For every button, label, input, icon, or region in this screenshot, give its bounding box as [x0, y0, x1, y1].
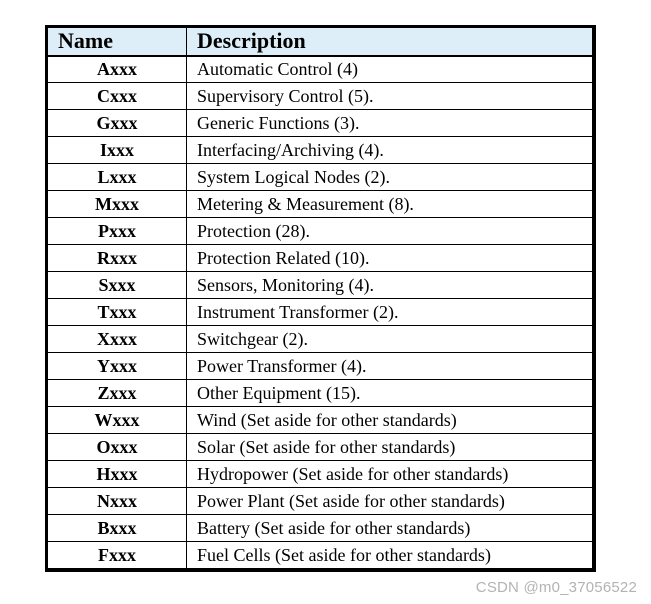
row-name: Cxxx [48, 83, 187, 110]
row-description: Metering & Measurement (8). [187, 191, 593, 218]
row-name: Bxxx [48, 515, 187, 542]
table-header [48, 28, 593, 56]
row-description: Other Equipment (15). [187, 380, 593, 407]
row-name: Nxxx [48, 488, 187, 515]
row-name: Ixxx [48, 137, 187, 164]
table-row [48, 353, 593, 380]
table-row [48, 488, 593, 515]
table-row [48, 515, 593, 542]
table-row [48, 83, 593, 110]
row-name: Gxxx [48, 110, 187, 137]
row-description: System Logical Nodes (2). [187, 164, 593, 191]
row-name: Yxxx [48, 353, 187, 380]
row-name: Sxxx [48, 272, 187, 299]
header-description: Description [187, 28, 593, 56]
header-row [48, 28, 593, 56]
table-row [48, 407, 593, 434]
row-name: Lxxx [48, 164, 187, 191]
table-row [48, 137, 593, 164]
row-name: Mxxx [48, 191, 187, 218]
row-name: Wxxx [48, 407, 187, 434]
table-row [48, 110, 593, 137]
row-description: Instrument Transformer (2). [187, 299, 593, 326]
row-description: Automatic Control (4) [187, 56, 593, 83]
row-description: Switchgear (2). [187, 326, 593, 353]
row-description: Power Plant (Set aside for other standards) [187, 488, 593, 515]
table-row [48, 299, 593, 326]
row-name: Oxxx [48, 434, 187, 461]
table-row [48, 380, 593, 407]
table-row [48, 56, 593, 83]
row-description: Battery (Set aside for other standards) [187, 515, 593, 542]
row-description: Solar (Set aside for other standards) [187, 434, 593, 461]
row-name: Txxx [48, 299, 187, 326]
row-description: Hydropower (Set aside for other standards) [187, 461, 593, 488]
table-row [48, 245, 593, 272]
row-name: Rxxx [48, 245, 187, 272]
row-description: Sensors, Monitoring (4). [187, 272, 593, 299]
header-name: Name [48, 28, 187, 56]
table-row [48, 218, 593, 245]
row-name: Zxxx [48, 380, 187, 407]
row-description: Fuel Cells (Set aside for other standards) [187, 542, 593, 569]
table-row [48, 434, 593, 461]
table-row [48, 326, 593, 353]
row-description: Generic Functions (3). [187, 110, 593, 137]
row-name: Axxx [48, 56, 187, 83]
table-row [48, 461, 593, 488]
row-name: Fxxx [48, 542, 187, 569]
table-row [48, 191, 593, 218]
row-description: Wind (Set aside for other standards) [187, 407, 593, 434]
logical-node-table [45, 25, 596, 572]
table-row [48, 164, 593, 191]
row-name: Pxxx [48, 218, 187, 245]
watermark-text: CSDN @m0_37056522 [475, 579, 637, 596]
table [47, 27, 593, 569]
row-description: Supervisory Control (5). [187, 83, 593, 110]
table-row [48, 272, 593, 299]
table-body [48, 56, 593, 569]
row-description: Protection Related (10). [187, 245, 593, 272]
row-name: Hxxx [48, 461, 187, 488]
row-description: Power Transformer (4). [187, 353, 593, 380]
row-description: Protection (28). [187, 218, 593, 245]
row-description: Interfacing/Archiving (4). [187, 137, 593, 164]
row-name: Xxxx [48, 326, 187, 353]
table-row [48, 542, 593, 569]
